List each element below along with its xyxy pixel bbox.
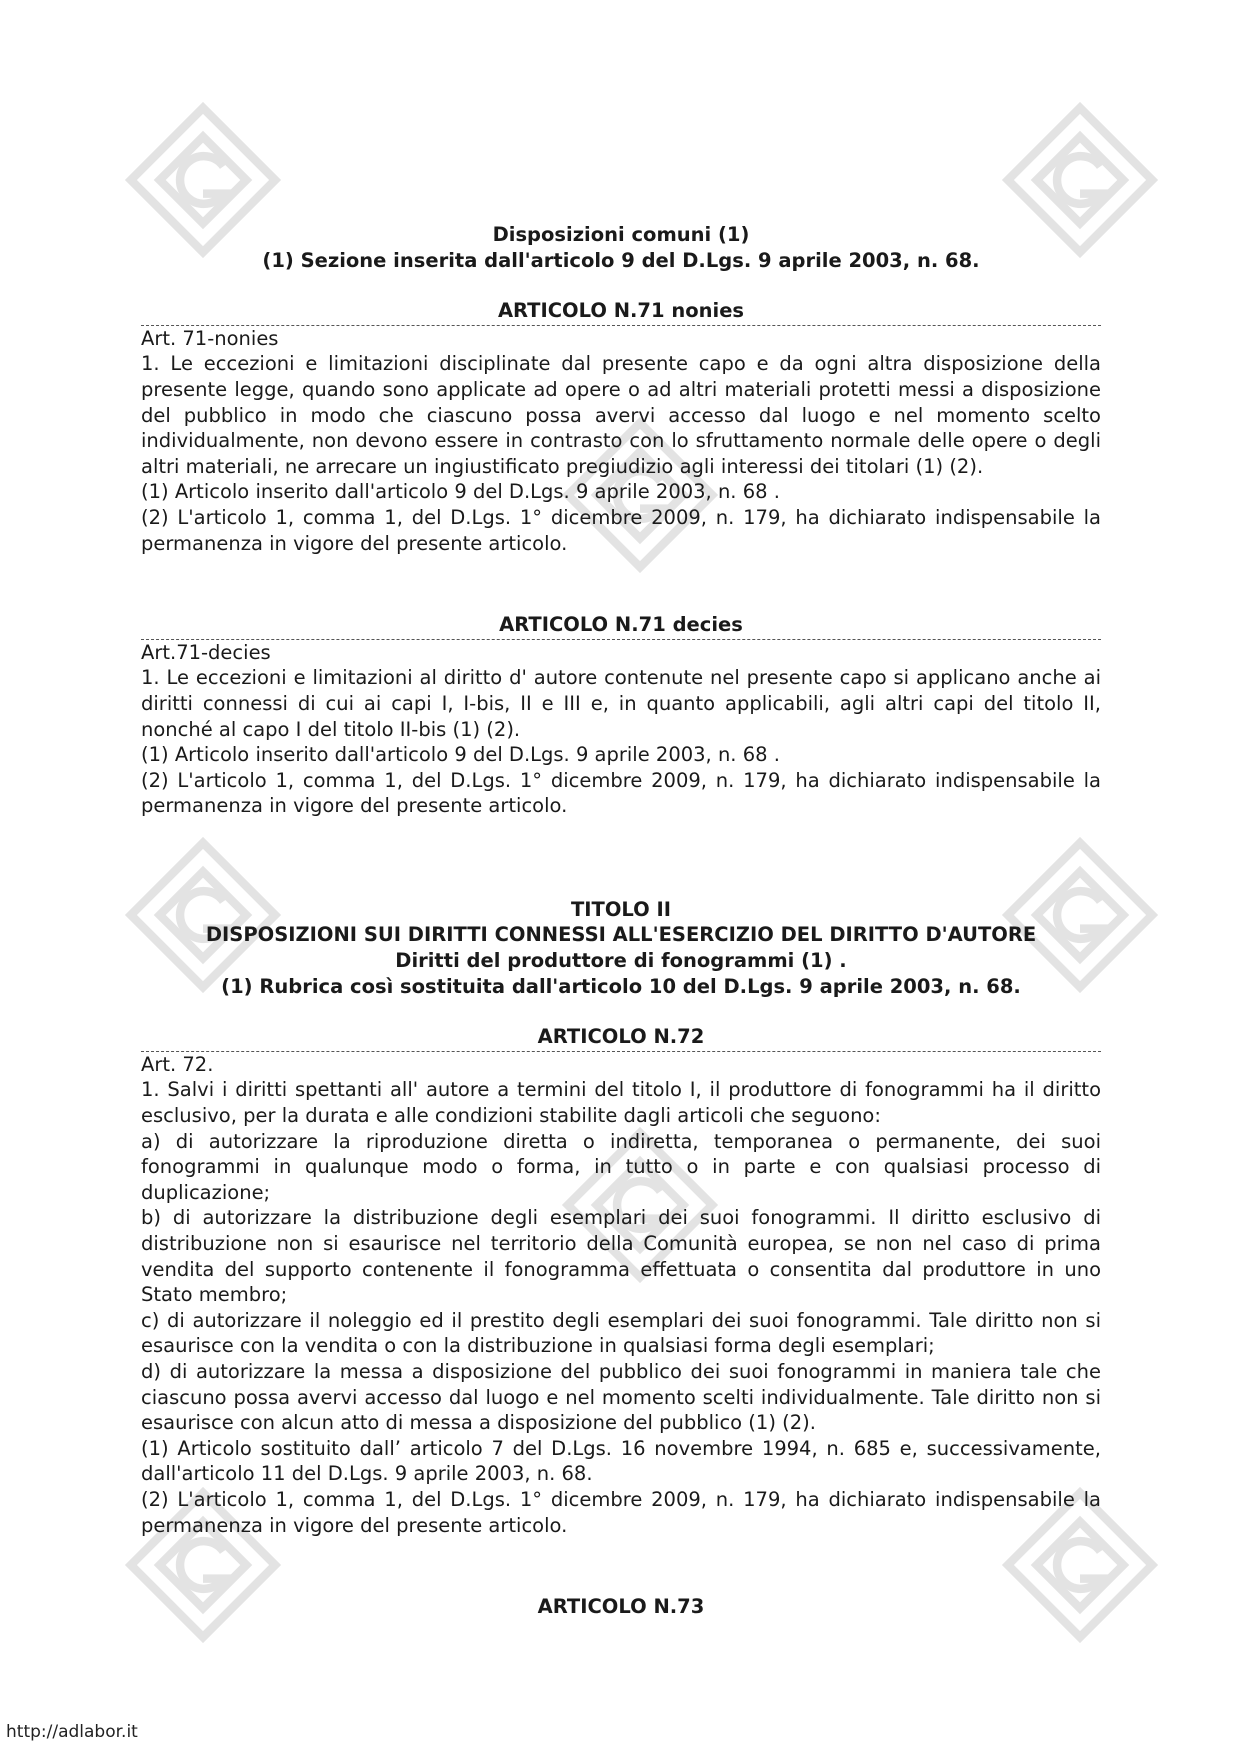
article-footnote: (2) L'articolo 1, comma 1, del D.Lgs. 1° dicembre 2009, n. 179, ha dichiarato indispensabile la permanenza in vigore del presente articolo.	[141, 768, 1101, 818]
article-footnote: (1) Articolo inserito dall'articolo 9 del D.Lgs. 9 aprile 2003, n. 68 .	[141, 743, 780, 767]
titolo-title: DISPOSIZIONI SUI DIRITTI CONNESSI ALL'ESERCIZIO DEL DIRITTO D'AUTORE	[205, 923, 1037, 947]
footer-url: http://adlabor.it	[6, 1722, 138, 1742]
section-title: Disposizioni comuni (1)	[492, 223, 750, 246]
document-body	[141, 222, 1101, 1620]
article-heading-71-nonies: ARTICOLO N.71 nonies	[141, 298, 1101, 326]
article-paragraph: 1. Le eccezioni e limitazioni al diritto d' autore contenute nel presente capo si applicano anche ai diritti connessi di cui ai capi I, I-bis, II e III e, in quanto applicabili, agli altri capi del titolo II, nonché al capo I del titolo II-bis (1) (2).	[141, 666, 1101, 741]
article-footnote: (2) L'articolo 1, comma 1, del D.Lgs. 1° dicembre 2009, n. 179, ha dichiarato indispensabile la permanenza in vigore del presente articolo.	[141, 505, 1101, 555]
article-item-a: a) di autorizzare la riproduzione diretta o indiretta, temporanea o permanente, dei suoi fonogrammi in qualunque modo o forma, in tutto o in parte e con qualsiasi processo di duplicazione;	[141, 1129, 1101, 1204]
article-footnote: (2) L'articolo 1, comma 1, del D.Lgs. 1° dicembre 2009, n. 179, ha dichiarato indispensabile la permanenza in vigore del presente articolo.	[141, 1487, 1101, 1537]
article-label: Art. 72.	[141, 1052, 214, 1076]
article-heading-71-decies: ARTICOLO N.71 decies	[141, 612, 1101, 640]
article-heading-72: ARTICOLO N.72	[141, 1024, 1101, 1052]
titolo-number: TITOLO II	[570, 897, 672, 921]
section-note: (1) Sezione inserita dall'articolo 9 del D.Lgs. 9 aprile 2003, n. 68.	[262, 248, 980, 272]
article-paragraph: 1. Salvi i diritti spettanti all' autore a termini del titolo I, il produttore di fonogrammi ha il diritto esclusivo, per la durata e alle condizioni stabilite dagli articoli che seguono:	[141, 1078, 1101, 1128]
titolo-note: (1) Rubrica così sostituita dall'articolo 10 del D.Lgs. 9 aprile 2003, n. 68.	[221, 974, 1021, 998]
article-item-d: d) di autorizzare la messa a disposizione del pubblico dei suoi fonogrammi in maniera tale che ciascuno possa avervi accesso dal luogo e nel momento scelti individualmente. Tale diritto non si esaurisce con alcun atto di messa a disposizione del pubblico (1) (2).	[141, 1359, 1101, 1435]
article-label: Art. 71-nonies	[141, 326, 279, 350]
article-footnote: (1) Articolo sostituito dall’ articolo 7 del D.Lgs. 16 novembre 1994, n. 685 e, successivamente, dall'articolo 11 del D.Lgs. 9 aprile 2003, n. 68.	[141, 1436, 1101, 1486]
article-paragraph: 1. Le eccezioni e limitazioni disciplinate dal presente capo e da ogni altra disposizione della presente legge, quando sono applicate ad opere o ad altri materiali protetti messi a disposizione del pubblico in modo che ciascuno possa avervi accesso dal luogo e nel momento scelto individualmente, non devono essere in contrasto con lo sfruttamento normale delle opere o degli altri materiali, ne arrecare un ingiustificato pregiudizio agli interessi dei titolari (1) (2).	[141, 352, 1101, 478]
titolo-subtitle: Diritti del produttore di fonogrammi (1) .	[395, 949, 847, 973]
article-footnote: (1) Articolo inserito dall'articolo 9 del D.Lgs. 9 aprile 2003, n. 68 .	[141, 480, 780, 504]
article-label: Art.71-decies	[141, 640, 271, 664]
article-item-b: b) di autorizzare la distribuzione degli esemplari dei suoi fonogrammi. Il diritto esclusivo di distribuzione non si esaurisce nel territorio della Comunità europea, se non nel caso di prima vendita del supporto contenente il fonogramma effettuata o consentita dal produttore in uno Stato membro;	[141, 1206, 1101, 1307]
article-heading-73: ARTICOLO N.73	[537, 1595, 705, 1619]
article-item-c: c) di autorizzare il noleggio ed il prestito degli esemplari dei suoi fonogrammi. Tale diritto non si esaurisce con la vendita o con la distribuzione in qualsiasi forma degli esemplari;	[141, 1308, 1101, 1358]
